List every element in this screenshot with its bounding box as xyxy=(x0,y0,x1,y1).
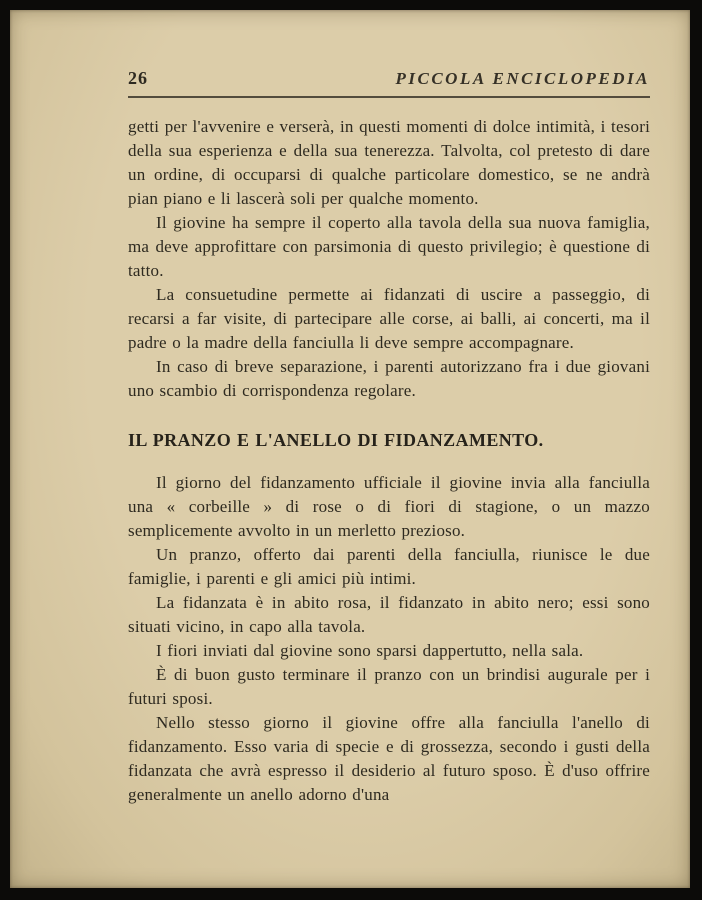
section-heading: IL PRANZO E L'ANELLO DI FIDANZAMENTO. xyxy=(128,430,544,450)
body-text xyxy=(128,115,650,807)
body-paragraph-3: La consuetudine permette ai fidanzati di uscire a passeggio, di recarsi a far visite, di partecipare alle corse, ai balli, ai concerti, ma il padre o la madre della fanciulla li deve sempre accompagnare. xyxy=(128,285,650,352)
body-paragraph-1: getti per l'avvenire e verserà, in questi momenti di dolce intimità, i tesori della sua esperienza e della sua tenerezza. Talvolta, col pretesto di dare un ordine, di occuparsi di qualche particolare domestico, se ne andrà pian piano e li lascerà soli per qualche momento. xyxy=(128,117,650,208)
body-paragraph-5: Il giorno del fidanzamento ufficiale il giovine invia alla fanciulla una « corbeille » di rose o di fiori di stagione, o un mazzo semplicemente avvolto in un merletto prezioso. xyxy=(128,473,650,540)
body-paragraph-9: È di buon gusto terminare il pranzo con un brindisi augurale per i futuri sposi. xyxy=(128,665,650,708)
paper-surface xyxy=(10,10,690,888)
body-paragraph-10: Nello stesso giorno il giovine offre alla fanciulla l'anello di fidanzamento. Esso varia di specie e di grossezza, secondo i gusti della fidanzata che avrà espresso il desiderio al futuro sposo. È d'uso offrire generalmente un anello adorno d'una xyxy=(128,713,650,804)
body-paragraph-6: Un pranzo, offerto dai parenti della fanciulla, riunisce le due famiglie, i parenti e gli amici più intimi. xyxy=(128,545,650,588)
body-paragraph-8: I fiori inviati dal giovine sono sparsi dappertutto, nella sala. xyxy=(156,641,584,660)
page-header xyxy=(128,68,650,89)
header-rule xyxy=(128,96,650,98)
body-paragraph-2: Il giovine ha sempre il coperto alla tavola della sua nuova famiglia, ma deve approfittare con parsimonia di questo privilegio; è questione di tatto. xyxy=(128,213,650,280)
page-number: 26 xyxy=(128,68,148,88)
running-title: PICCOLA ENCICLOPEDIA xyxy=(395,69,650,88)
body-paragraph-7: La fidanzata è in abito rosa, il fidanzato in abito nero; essi sono situati vicino, in capo alla tavola. xyxy=(128,593,650,636)
body-paragraph-4: In caso di breve separazione, i parenti autorizzano fra i due giovani uno scambio di corrispondenza regolare. xyxy=(128,357,650,400)
